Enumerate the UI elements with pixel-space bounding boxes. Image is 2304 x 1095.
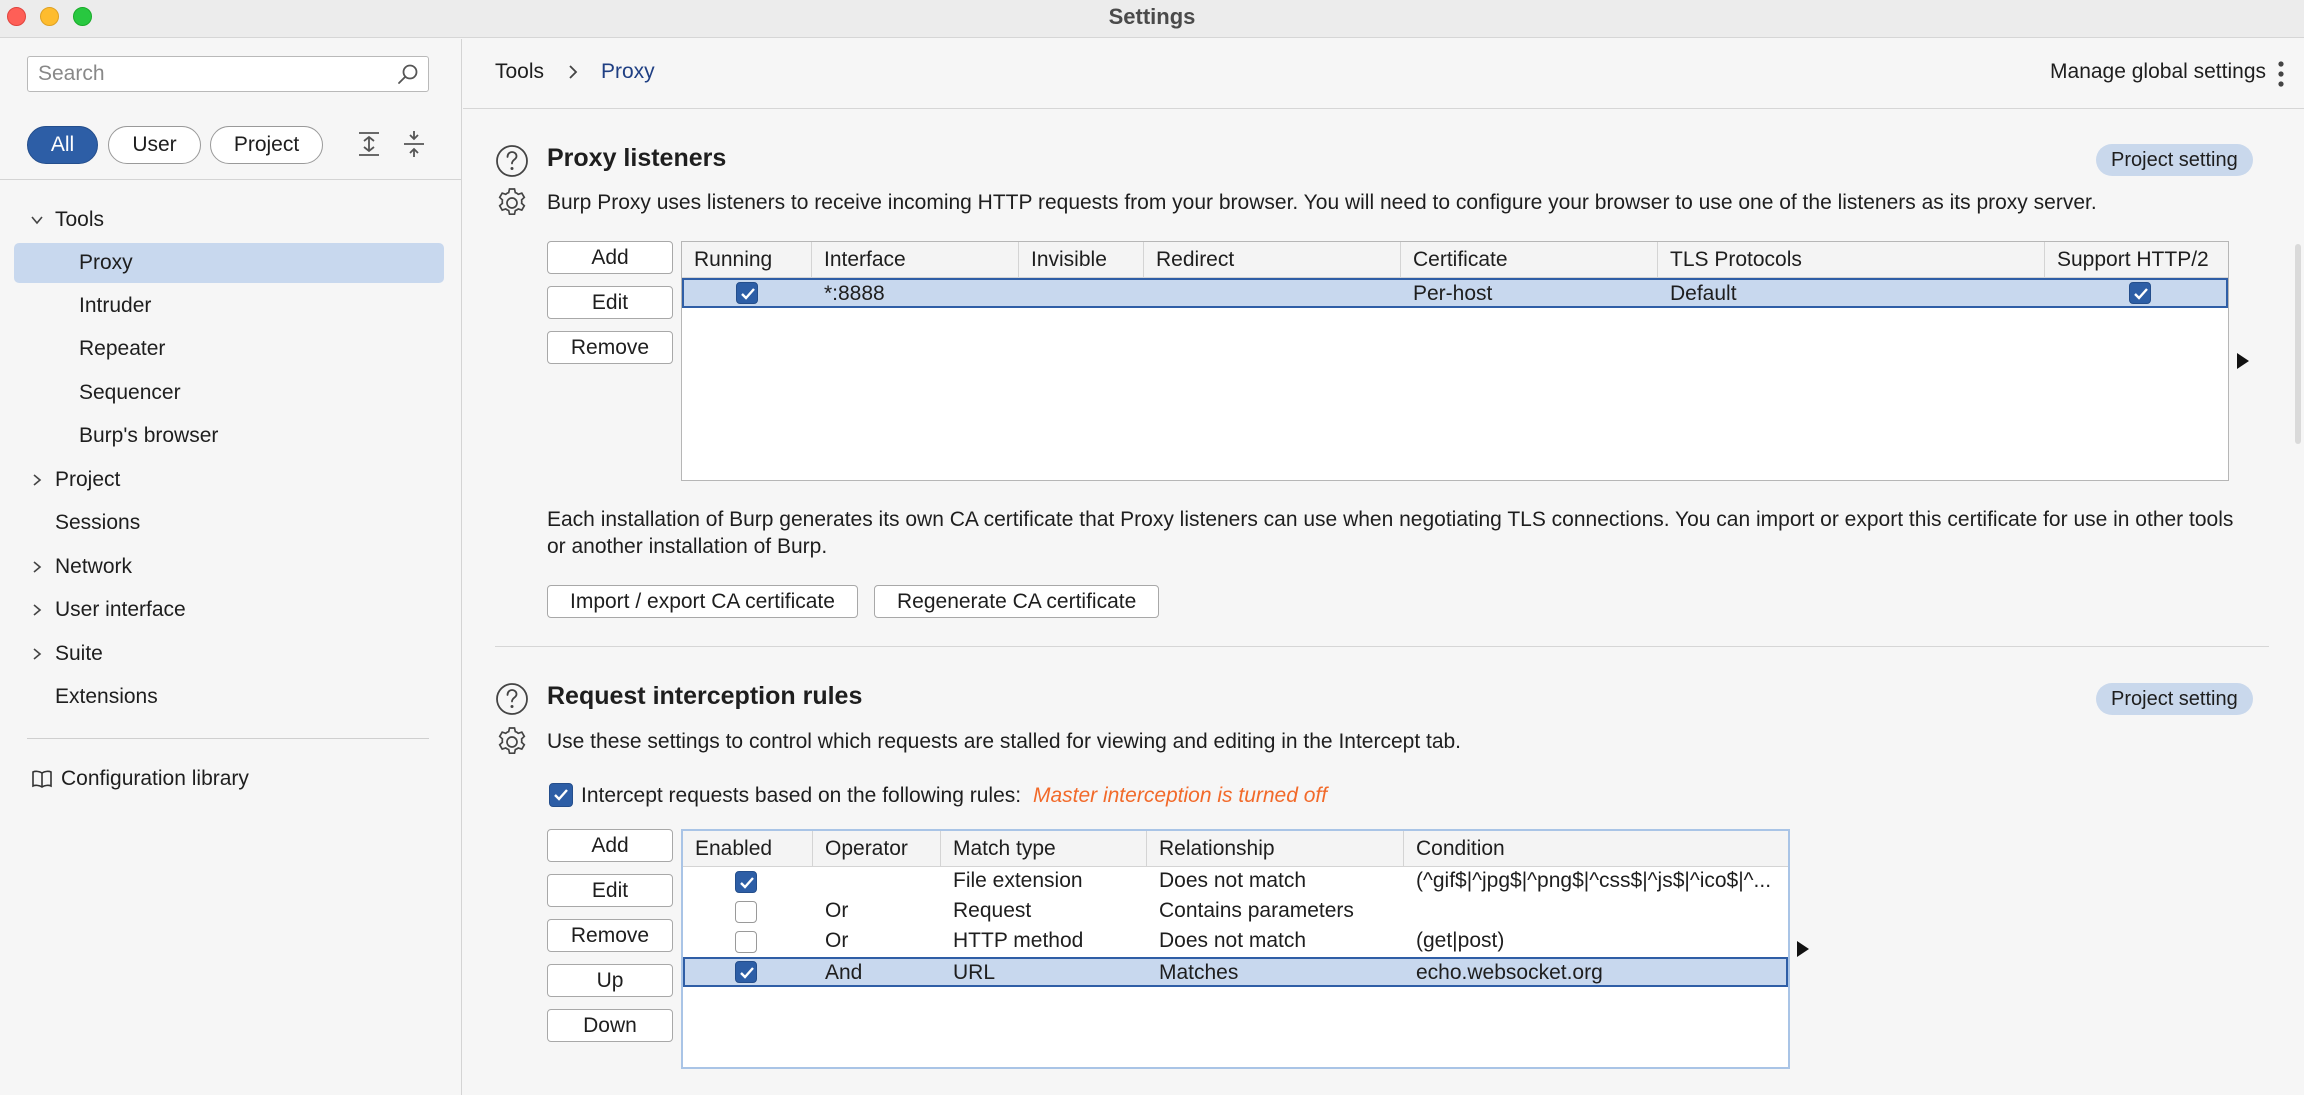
table-row[interactable] <box>683 957 1788 987</box>
sidebar-separator <box>0 179 461 180</box>
remove-listener-button[interactable]: Remove <box>547 331 673 364</box>
sidebar-item-suite[interactable] <box>30 634 450 674</box>
condition-cell: (get|post) <box>1416 929 1505 952</box>
sidebar-item-tools[interactable] <box>30 200 450 240</box>
intercept-requests-label <box>581 782 1327 809</box>
gear-icon[interactable] <box>495 186 529 220</box>
checkmark-icon <box>550 784 572 806</box>
column-relationship[interactable]: Relationship <box>1147 831 1404 867</box>
sidebar-item-intruder[interactable] <box>79 286 439 326</box>
manage-global-settings-link[interactable]: Manage global settings <box>2050 60 2266 83</box>
edit-listener-button[interactable]: Edit <box>547 286 673 319</box>
intercept-requests-checkbox[interactable] <box>549 783 573 807</box>
help-icon[interactable] <box>495 144 529 178</box>
table-row[interactable] <box>683 927 1788 957</box>
column-tls-protocols[interactable]: TLS Protocols <box>1658 242 2045 278</box>
sidebar-item-sessions[interactable] <box>55 503 445 543</box>
column-certificate[interactable]: Certificate <box>1401 242 1658 278</box>
help-icon[interactable] <box>495 682 529 716</box>
title-bar <box>0 0 2304 38</box>
sidebar-item-project[interactable] <box>30 460 450 500</box>
chevron-right-icon <box>30 603 44 617</box>
enabled-checkbox[interactable] <box>735 961 757 983</box>
operator-cell: Or <box>825 899 849 922</box>
column-match-type[interactable]: Match type <box>941 831 1147 867</box>
gear-icon[interactable] <box>495 725 529 759</box>
column-redirect[interactable]: Redirect <box>1144 242 1401 278</box>
sidebar-item-label: Sequencer <box>79 381 181 404</box>
more-options-icon[interactable] <box>2278 61 2284 87</box>
ca-certificate-description-cont: or another installation of Burp. <box>547 535 828 558</box>
interception-rules-table[interactable] <box>681 829 1790 1069</box>
scrollbar-thumb[interactable] <box>2295 244 2301 444</box>
collapse-all-icon[interactable] <box>399 129 429 159</box>
certificate-cell: Per-host <box>1413 282 1493 305</box>
column-operator[interactable]: Operator <box>813 831 941 867</box>
scroll-right-arrow-icon[interactable] <box>1796 940 1810 958</box>
sidebar-item-extensions[interactable] <box>55 677 445 717</box>
move-down-button[interactable]: Down <box>547 1009 673 1042</box>
move-up-button[interactable]: Up <box>547 964 673 997</box>
match-type-cell: HTTP method <box>953 929 1084 952</box>
sidebar-item-label: User interface <box>55 598 186 621</box>
http2-checkbox[interactable] <box>2129 282 2151 304</box>
operator-cell: Or <box>825 929 849 952</box>
add-rule-button[interactable]: Add <box>547 829 673 862</box>
match-type-cell: Request <box>953 899 1032 922</box>
chevron-right-icon <box>565 64 581 80</box>
sidebar-item-label: Extensions <box>55 685 158 708</box>
sidebar-item-label: Sessions <box>55 511 141 534</box>
interface-cell: *:8888 <box>824 282 885 305</box>
operator-cell <box>813 867 938 897</box>
sidebar-bottom-separator <box>27 738 429 739</box>
table-header <box>683 831 1788 867</box>
import-export-ca-button[interactable]: Import / export CA certificate <box>547 585 858 618</box>
project-setting-badge: Project setting <box>2096 144 2253 176</box>
running-checkbox[interactable] <box>736 282 758 304</box>
proxy-listeners-description: Burp Proxy uses listeners to receive incoming HTTP requests from your browser. You will need to configure your browser to use one of the listeners as its proxy server. <box>547 191 2097 214</box>
condition-cell: (^gif$|^jpg$|^png$|^css$|^js$|^ico$|^... <box>1416 869 1772 892</box>
sidebar-item-label: Suite <box>55 642 103 665</box>
checkmark-icon <box>736 872 758 894</box>
column-condition[interactable]: Condition <box>1416 837 1505 860</box>
main-panel <box>463 39 2304 1095</box>
chevron-right-icon <box>30 560 44 574</box>
request-interception-description: Use these settings to control which requests are stalled for viewing and editing in the Intercept tab. <box>547 730 1462 753</box>
sidebar-item-sequencer[interactable] <box>79 373 439 413</box>
redirect-cell <box>1144 280 1394 310</box>
breadcrumb-proxy: Proxy <box>601 60 655 83</box>
ca-certificate-description: Each installation of Burp generates its own CA certificate that Proxy listeners can use when negotiating TLS connections. You can import or export this certificate for use in other tools <box>547 508 2234 531</box>
sidebar-item-user-interface[interactable] <box>30 590 450 630</box>
relationship-cell: Matches <box>1159 961 1239 984</box>
sidebar-item-proxy[interactable] <box>14 243 444 283</box>
scroll-right-arrow-icon[interactable] <box>2236 352 2250 370</box>
match-type-cell: URL <box>953 961 996 984</box>
sidebar-item-label: Intruder <box>79 294 152 317</box>
configuration-library-label: Configuration library <box>61 767 249 790</box>
header-bar <box>463 39 2304 109</box>
proxy-listeners-title: Proxy listeners <box>547 144 727 172</box>
sidebar <box>0 39 462 1095</box>
regenerate-ca-button[interactable]: Regenerate CA certificate <box>874 585 1159 618</box>
add-listener-button[interactable]: Add <box>547 241 673 274</box>
relationship-cell: Does not match <box>1159 929 1307 952</box>
project-setting-badge: Project setting <box>2096 683 2253 715</box>
sidebar-item-repeater[interactable] <box>79 329 439 369</box>
interception-warning: Master interception is turned off <box>1032 784 1328 807</box>
match-type-cell: File extension <box>953 869 1083 892</box>
condition-cell <box>1404 897 1788 927</box>
enabled-checkbox[interactable] <box>735 931 757 953</box>
window-title: Settings <box>1108 4 1196 29</box>
edit-rule-button[interactable]: Edit <box>547 874 673 907</box>
table-row[interactable] <box>683 867 1788 897</box>
proxy-listeners-table[interactable] <box>681 241 2229 481</box>
checkmark-icon <box>736 962 758 984</box>
intercept-label-text: Intercept requests based on the following rules: <box>581 784 1022 807</box>
chevron-right-icon <box>30 647 44 661</box>
sidebar-item-label: Project <box>55 468 121 491</box>
expand-all-icon[interactable] <box>354 129 384 159</box>
column-enabled[interactable]: Enabled <box>683 831 813 867</box>
column-support-http2[interactable]: Support HTTP/2 <box>2057 248 2209 271</box>
filter-project-button[interactable]: Project <box>210 126 323 164</box>
sidebar-item-label: Proxy <box>79 251 133 274</box>
sidebar-item-label: Repeater <box>79 337 166 360</box>
section-divider <box>495 646 2269 647</box>
chevron-down-icon <box>30 213 44 227</box>
enabled-checkbox[interactable] <box>735 871 757 893</box>
column-interface[interactable]: Interface <box>812 242 1019 278</box>
chevron-right-icon <box>30 473 44 487</box>
table-row[interactable] <box>683 897 1788 927</box>
invisible-cell <box>1019 280 1139 310</box>
search-icon[interactable] <box>396 63 420 87</box>
remove-rule-button[interactable]: Remove <box>547 919 673 952</box>
sidebar-item-label: Burp's browser <box>79 424 219 447</box>
sidebar-item-network[interactable] <box>30 547 450 587</box>
scrollbar[interactable] <box>2292 109 2304 1095</box>
table-row[interactable] <box>682 278 2228 308</box>
sidebar-item-burps-browser[interactable] <box>79 416 439 456</box>
search-box <box>27 56 429 92</box>
relationship-cell: Does not match <box>1159 869 1307 892</box>
enabled-checkbox[interactable] <box>735 901 757 923</box>
request-interception-title: Request interception rules <box>547 682 863 710</box>
table-header <box>682 242 2228 278</box>
checkmark-icon <box>2130 283 2152 305</box>
checkmark-icon <box>737 283 759 305</box>
column-running[interactable]: Running <box>682 242 812 278</box>
column-invisible[interactable]: Invisible <box>1019 242 1144 278</box>
sidebar-item-label: Tools <box>55 208 105 231</box>
book-icon <box>32 770 52 788</box>
filter-user-button[interactable]: User <box>108 126 201 164</box>
tls-protocols-cell: Default <box>1670 282 1737 305</box>
relationship-cell: Contains parameters <box>1159 899 1354 922</box>
search-input[interactable] <box>38 61 378 87</box>
breadcrumb-tools[interactable]: Tools <box>495 60 545 83</box>
sidebar-item-label: Network <box>55 555 133 578</box>
operator-cell: And <box>825 961 863 984</box>
filter-all-button[interactable]: All <box>27 126 98 164</box>
condition-cell: echo.websocket.org <box>1416 961 1603 984</box>
